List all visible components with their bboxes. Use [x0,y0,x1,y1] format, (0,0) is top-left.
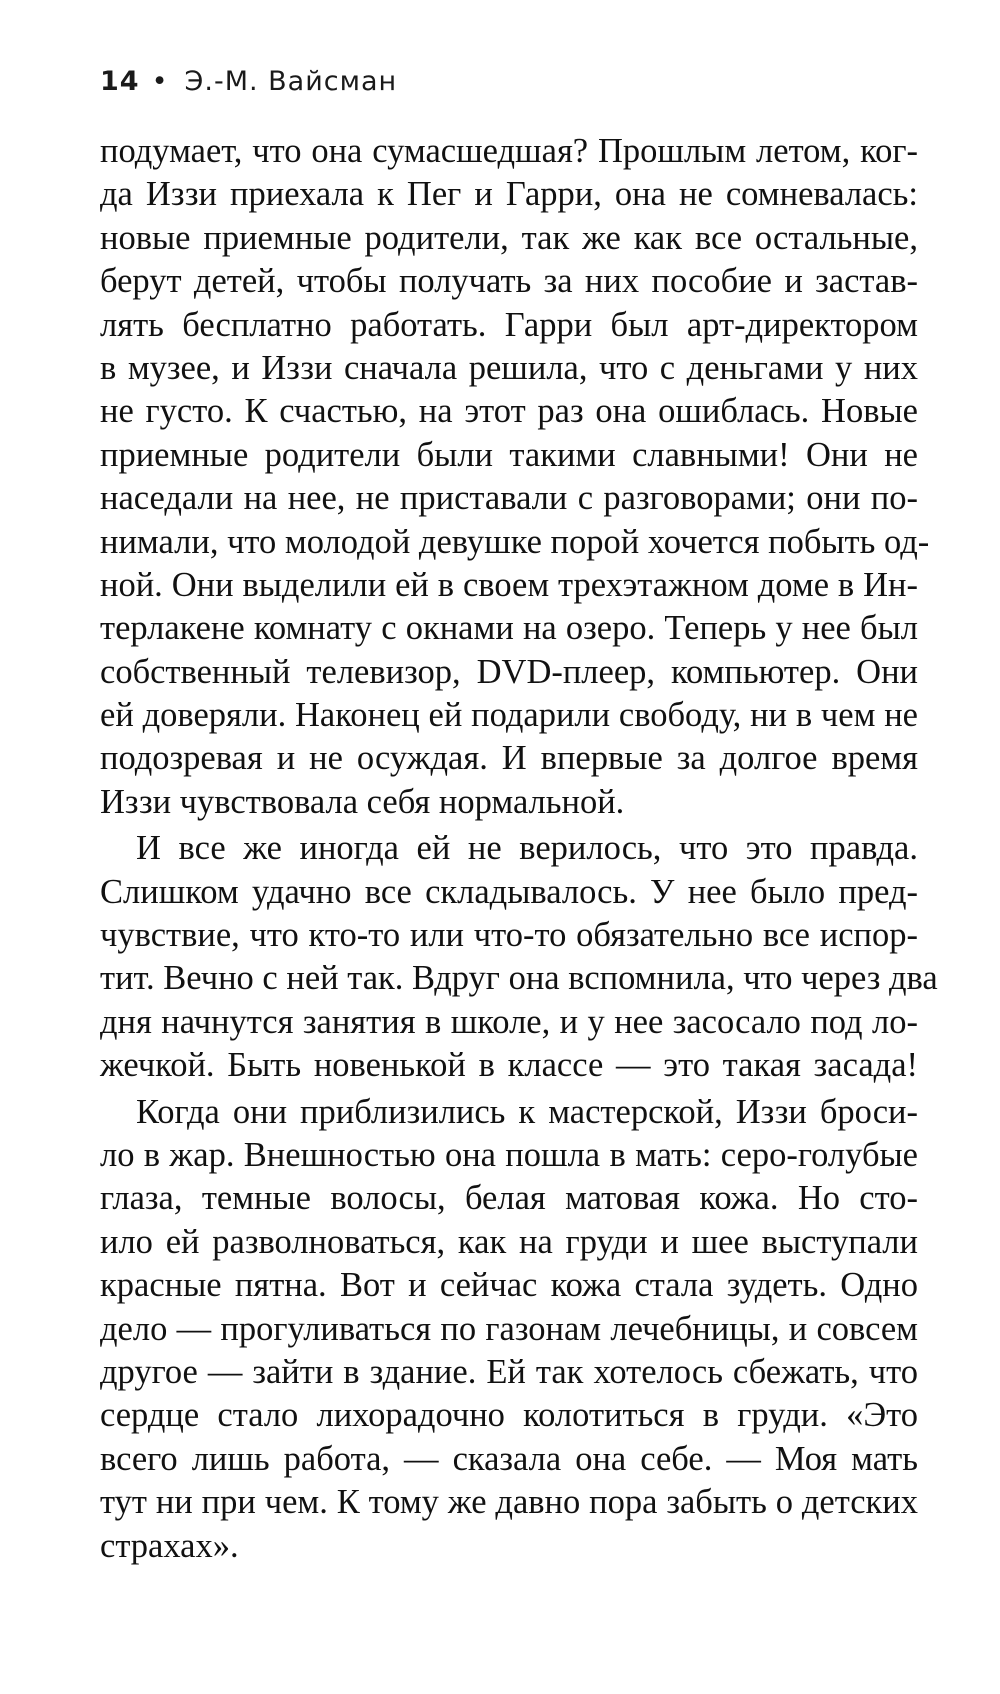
running-header [100,66,397,97]
text-line: Иззи чувствовала себя нормальной. [100,782,625,821]
text-line: всего лишь работа, — сказала она себе. — Моя мать [100,1439,918,1478]
text-line: красные пятна. Вот и сейчас кожа стала зудеть. Одно [100,1266,918,1305]
text-line: наседали на нее, не приставали с разговорами; они по- [100,479,918,518]
text-line: не густо. К счастью, на этот раз она ошиблась. Новые [100,392,918,431]
text-line: подумает, что она сумасшедшая? Прошлым летом, ког- [100,132,918,170]
author-name: Э.-М. Вайсман [184,66,398,97]
text-line: ей доверяли. Наконец ей подарили свободу, ни в чем не [100,696,918,735]
text-line: приемные родители были такими славными! Они не [100,435,918,474]
text-line: жечкой. Быть новенькой в классе — это такая засада! [100,1046,918,1085]
text-line: страхах». [100,1526,239,1565]
text-line: сердце стало лихорадочно колотиться в груди. «Это [100,1396,918,1435]
text-line: берут детей, чтобы получать за них пособие и застав- [100,262,918,301]
text-line: ло в жар. Внешностью она пошла в мать: серо-голубые [100,1135,918,1174]
text-line: чувствие, что кто-то или что-то обязательно все испор- [100,916,918,955]
text-line: дело — прогуливаться по газонам лечебницы, и совсем [100,1309,918,1348]
text-line: собственный телевизор, DVD-плеер, компьютер. Они [100,652,918,691]
text-line: тут ни при чем. К тому же давно пора забыть о детских [100,1483,918,1522]
text-line: подозревая и не осуждая. И впервые за долгое время [100,739,918,778]
text-line: Когда они приблизились к мастерской, Иззи броси- [136,1092,918,1131]
text-line: дня начнутся занятия в школе, и у нее засосало под ло- [100,1002,918,1041]
header-separator: • [151,66,169,97]
text-line: ной. Они выделили ей в своем трехэтажном доме в Ин- [100,565,918,604]
page-number: 14 [100,66,140,97]
text-line: ило ей разволноваться, как на груди и шее выступали [100,1222,918,1261]
text-line: нимали, что молодой девушке порой хочется побыть од- [100,522,930,561]
text-line: тит. Вечно с ней так. Вдруг она вспомнила, что через два [100,959,938,998]
text-line: глаза, темные волосы, белая матовая кожа. Но сто- [100,1179,918,1218]
text-line: другое — зайти в здание. Ей так хотелось сбежать, что [100,1352,918,1391]
text-line: И все же иногда ей не верилось, что это правда. [136,829,918,868]
text-line: Слишком удачно все складывалось. У нее было пред- [100,872,918,911]
text-line: терлакене комнату с окнами на озеро. Теперь у нее был [100,609,918,648]
text-line: в музее, и Иззи сначала решила, что с деньгами у них [100,348,918,387]
text-line: лять бесплатно работать. Гарри был арт-директором [100,305,918,344]
body-text [100,130,938,1568]
text-line: новые приемные родители, так же как все остальные, [100,218,918,257]
text-line: да Иззи приехала к Пег и Гарри, она не сомневалась: [100,175,918,214]
